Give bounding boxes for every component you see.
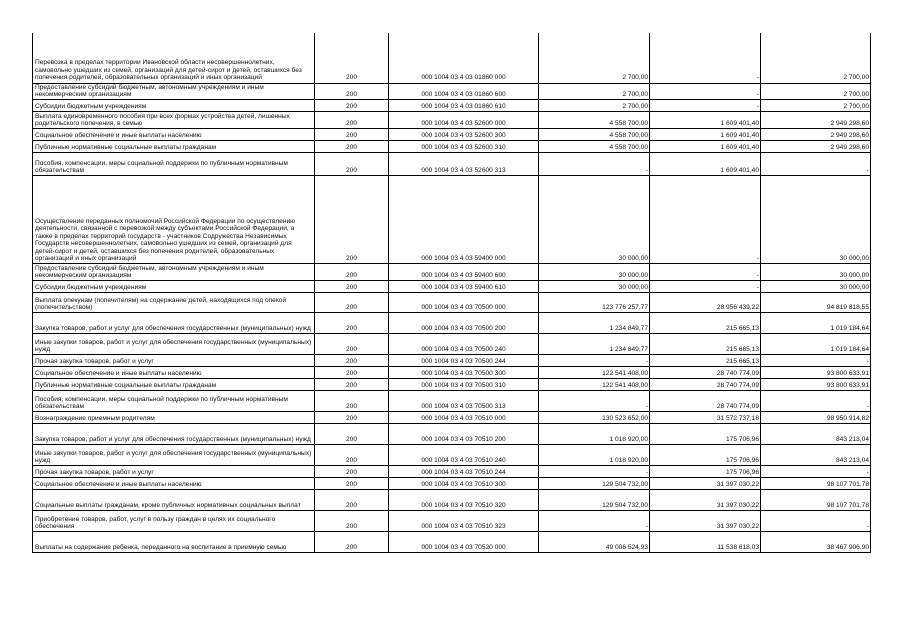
row-name: Закупка товаров, работ и услуг для обеспечения государственных (муниципальных) нужд [33, 424, 315, 445]
table-body [33, 33, 871, 553]
row-executed-amount: - [650, 83, 761, 100]
row-name: Предоставление субсидий бюджетным, автономным учреждениям и иным некоммерческим организациям [33, 83, 315, 100]
row-approved-amount: 1 018 920,00 [539, 445, 650, 466]
row-budget-code: 000 1004 03 4 03 59400 610 [389, 281, 539, 293]
row-approved-amount: 1 018 920,00 [539, 424, 650, 445]
row-executed-amount: 11 538 618,03 [650, 532, 761, 553]
row-line-code: 200 [315, 424, 389, 445]
row-approved-amount: 30 000,00 [539, 264, 650, 281]
row-name: Социальное обеспечение и иные выплаты населению [33, 367, 315, 379]
row-executed-amount: 1 609 401,40 [650, 129, 761, 141]
row-budget-code: 000 1004 03 4 03 70510 200 [389, 424, 539, 445]
row-unexecuted-amount: 843 213,04 [761, 424, 871, 445]
row-approved-amount: - [539, 153, 650, 176]
row-line-code: 200 [315, 141, 389, 153]
row-approved-amount: 4 558 700,00 [539, 141, 650, 153]
row-budget-code: 000 1004 03 4 03 70500 240 [389, 334, 539, 355]
row-budget-code: 000 1004 03 4 03 70510 320 [389, 490, 539, 511]
row-name: Социальное обеспечение и иные выплаты населению [33, 478, 315, 490]
row-name: Выплата единовременного пособия при всех формах устройства детей, лишенных родительского попечения, в семью [33, 112, 315, 129]
row-executed-amount: 175 706,96 [650, 466, 761, 478]
row-approved-amount: 49 006 524,93 [539, 532, 650, 553]
row-approved-amount: 4 558 700,00 [539, 129, 650, 141]
row-executed-amount: 175 706,96 [650, 424, 761, 445]
row-line-code: 200 [315, 334, 389, 355]
table-row [33, 391, 871, 412]
row-line-code: 200 [315, 83, 389, 100]
row-approved-amount: - [539, 511, 650, 532]
table-row [33, 313, 871, 334]
row-name: Приобретение товаров, работ, услуг в пользу граждан в целях их социального обеспечения [33, 511, 315, 532]
row-name: Выплата опекунам (попечителям) на содержание детей, находящихся под опекой (попечительством) [33, 293, 315, 313]
row-unexecuted-amount: - [761, 391, 871, 412]
table-row [33, 478, 871, 490]
row-line-code: 200 [315, 176, 389, 264]
row-executed-amount: 1 609 401,40 [650, 153, 761, 176]
table-row [33, 511, 871, 532]
row-unexecuted-amount: 2 700,00 [761, 33, 871, 83]
row-name: Закупка товаров, работ и услуг для обеспечения государственных (муниципальных) нужд [33, 313, 315, 334]
row-line-code: 200 [315, 445, 389, 466]
row-executed-amount: 31 397 030,22 [650, 490, 761, 511]
row-unexecuted-amount: 2 949 298,60 [761, 141, 871, 153]
row-line-code: 200 [315, 490, 389, 511]
row-name: Социальное обеспечение и иные выплаты населению [33, 129, 315, 141]
row-line-code: 200 [315, 100, 389, 112]
row-name: Пособия, компенсации, меры социальной поддержки по публичным нормативным обязательствам [33, 391, 315, 412]
table-row [33, 176, 871, 264]
row-unexecuted-amount: - [761, 466, 871, 478]
row-name: Осуществление переданных полномочий Российской Федерации по осуществлению деятельности, связанной с перевозкой между субъектами Российской Федерации, а также в пределах территорий государств - участников Содружества Независимых Государств несовершеннолетних, самовольно ушедших из семей, организаций для детей-сирот и детей, оставшихся без попечения родителей, образовательных организаций и иных организаций [33, 176, 315, 264]
row-budget-code: 000 1004 03 4 03 52600 000 [389, 112, 539, 129]
table-row [33, 83, 871, 100]
row-budget-code: 000 1004 03 4 03 70500 244 [389, 355, 539, 367]
row-line-code: 200 [315, 153, 389, 176]
table-row [33, 466, 871, 478]
table-row [33, 33, 871, 83]
row-executed-amount: - [650, 264, 761, 281]
row-line-code: 200 [315, 355, 389, 367]
row-name: Прочая закупка товаров, работ и услуг [33, 466, 315, 478]
row-line-code: 200 [315, 478, 389, 490]
row-name: Субсидии бюджетным учреждениям [33, 281, 315, 293]
table-row [33, 490, 871, 511]
row-name: Вознаграждение приемным родителям [33, 412, 315, 424]
row-budget-code: 000 1004 03 4 03 70520 000 [389, 532, 539, 553]
row-approved-amount: 130 523 652,00 [539, 412, 650, 424]
row-line-code: 200 [315, 391, 389, 412]
row-line-code: 200 [315, 379, 389, 391]
row-approved-amount: 123 776 257,77 [539, 293, 650, 313]
row-budget-code: 000 1004 03 4 03 70500 313 [389, 391, 539, 412]
row-line-code: 200 [315, 129, 389, 141]
row-approved-amount: 2 700,00 [539, 100, 650, 112]
row-approved-amount: 122 541 408,00 [539, 367, 650, 379]
row-unexecuted-amount: 30 000,00 [761, 264, 871, 281]
table-row [33, 100, 871, 112]
row-name: Перевозка в пределах территории Ивановской области несовершеннолетних, самовольно ушедших из семей, организаций для детей-сирот и детей, оставшихся без попечения родителей, образовательных организаций и иных организаций [33, 33, 315, 83]
row-executed-amount: 31 397 030,22 [650, 511, 761, 532]
row-line-code: 200 [315, 112, 389, 129]
row-approved-amount: 2 700,00 [539, 83, 650, 100]
row-name: Выплаты на содержание ребенка, переданного на воспитание в приемную семью [33, 532, 315, 553]
row-unexecuted-amount: 843 213,04 [761, 445, 871, 466]
row-budget-code: 000 1004 03 4 03 59400 000 [389, 176, 539, 264]
row-budget-code: 000 1004 03 4 03 01860 000 [389, 33, 539, 83]
row-approved-amount: 129 504 732,00 [539, 490, 650, 511]
row-budget-code: 000 1004 03 4 03 52600 300 [389, 129, 539, 141]
row-unexecuted-amount: 93 800 633,91 [761, 379, 871, 391]
row-executed-amount: 215 665,13 [650, 334, 761, 355]
row-executed-amount: 1 609 401,40 [650, 141, 761, 153]
row-name: Пособия, компенсации, меры социальной поддержки по публичным нормативным обязательствам [33, 153, 315, 176]
row-name: Предоставление субсидий бюджетным, автономным учреждениям и иным некоммерческим организациям [33, 264, 315, 281]
row-executed-amount: 215 665,13 [650, 355, 761, 367]
row-budget-code: 000 1004 03 4 03 70510 323 [389, 511, 539, 532]
row-name: Прочая закупка товаров, работ и услуг [33, 355, 315, 367]
row-line-code: 200 [315, 313, 389, 334]
row-executed-amount: - [650, 33, 761, 83]
table-row [33, 445, 871, 466]
row-unexecuted-amount: 30 000,00 [761, 176, 871, 264]
table-row [33, 367, 871, 379]
row-name: Публичные нормативные социальные выплаты гражданам [33, 379, 315, 391]
row-executed-amount: - [650, 176, 761, 264]
row-budget-code: 000 1004 03 4 03 01860 600 [389, 83, 539, 100]
row-budget-code: 000 1004 03 4 03 52600 313 [389, 153, 539, 176]
row-unexecuted-amount: 1 019 184,64 [761, 313, 871, 334]
row-unexecuted-amount: 30 000,00 [761, 281, 871, 293]
table-row [33, 412, 871, 424]
row-executed-amount: 175 706,96 [650, 445, 761, 466]
table-row [33, 264, 871, 281]
row-line-code: 200 [315, 264, 389, 281]
row-executed-amount: - [650, 100, 761, 112]
row-unexecuted-amount: 94 819 818,55 [761, 293, 871, 313]
row-budget-code: 000 1004 03 4 03 70500 310 [389, 379, 539, 391]
row-name: Иные закупки товаров, работ и услуг для обеспечения государственных (муниципальных) нужд [33, 334, 315, 355]
row-executed-amount: 31 572 737,18 [650, 412, 761, 424]
row-executed-amount: 28 740 774,09 [650, 379, 761, 391]
row-budget-code: 000 1004 03 4 03 70500 200 [389, 313, 539, 334]
row-line-code: 200 [315, 281, 389, 293]
table-row [33, 355, 871, 367]
table-row [33, 334, 871, 355]
row-approved-amount: 1 234 849,77 [539, 334, 650, 355]
row-budget-code: 000 1004 03 4 03 70500 000 [389, 293, 539, 313]
row-executed-amount: - [650, 281, 761, 293]
row-unexecuted-amount: 2 949 298,60 [761, 112, 871, 129]
table-row [33, 129, 871, 141]
row-line-code: 200 [315, 412, 389, 424]
row-budget-code: 000 1004 03 4 03 70510 000 [389, 412, 539, 424]
row-budget-code: 000 1004 03 4 03 01860 610 [389, 100, 539, 112]
row-unexecuted-amount: 2 700,00 [761, 83, 871, 100]
row-line-code: 200 [315, 33, 389, 83]
row-line-code: 200 [315, 293, 389, 313]
row-name: Публичные нормативные социальные выплаты гражданам [33, 141, 315, 153]
budget-execution-table [32, 33, 871, 553]
row-approved-amount: 129 504 732,00 [539, 478, 650, 490]
row-unexecuted-amount: 98 950 914,82 [761, 412, 871, 424]
row-unexecuted-amount: - [761, 355, 871, 367]
row-approved-amount: 1 234 849,77 [539, 313, 650, 334]
row-executed-amount: 28 740 774,09 [650, 391, 761, 412]
row-name: Иные закупки товаров, работ и услуг для обеспечения государственных (муниципальных) нужд [33, 445, 315, 466]
row-budget-code: 000 1004 03 4 03 70510 300 [389, 478, 539, 490]
row-budget-code: 000 1004 03 4 03 70510 244 [389, 466, 539, 478]
row-budget-code: 000 1004 03 4 03 52600 310 [389, 141, 539, 153]
row-approved-amount: 4 558 700,00 [539, 112, 650, 129]
table-row [33, 424, 871, 445]
row-executed-amount: 31 397 030,22 [650, 478, 761, 490]
row-line-code: 200 [315, 532, 389, 553]
row-unexecuted-amount: 1 019 184,64 [761, 334, 871, 355]
table-row [33, 141, 871, 153]
row-unexecuted-amount: 98 107 701,78 [761, 490, 871, 511]
row-unexecuted-amount: - [761, 153, 871, 176]
row-executed-amount: 215 665,13 [650, 313, 761, 334]
row-name: Социальные выплаты гражданам, кроме публичных нормативных социальных выплат [33, 490, 315, 511]
table-row [33, 112, 871, 129]
table-row [33, 153, 871, 176]
row-name: Субсидии бюджетным учреждениям [33, 100, 315, 112]
row-unexecuted-amount: 2 949 298,60 [761, 129, 871, 141]
row-unexecuted-amount: 38 467 906,90 [761, 532, 871, 553]
row-unexecuted-amount: 93 800 633,91 [761, 367, 871, 379]
table-row [33, 532, 871, 553]
row-approved-amount: - [539, 355, 650, 367]
table-row [33, 293, 871, 313]
row-approved-amount: 2 700,00 [539, 33, 650, 83]
row-approved-amount: - [539, 466, 650, 478]
row-budget-code: 000 1004 03 4 03 70500 300 [389, 367, 539, 379]
row-unexecuted-amount: 2 700,00 [761, 100, 871, 112]
row-unexecuted-amount: 98 107 701,78 [761, 478, 871, 490]
row-executed-amount: 28 956 439,22 [650, 293, 761, 313]
row-budget-code: 000 1004 03 4 03 59400 600 [389, 264, 539, 281]
table-row [33, 281, 871, 293]
row-approved-amount: 30 000,00 [539, 176, 650, 264]
row-line-code: 200 [315, 511, 389, 532]
row-approved-amount: - [539, 391, 650, 412]
row-approved-amount: 122 541 408,00 [539, 379, 650, 391]
row-line-code: 200 [315, 466, 389, 478]
table-row [33, 379, 871, 391]
row-budget-code: 000 1004 03 4 03 70510 240 [389, 445, 539, 466]
row-executed-amount: 28 740 774,09 [650, 367, 761, 379]
row-approved-amount: 30 000,00 [539, 281, 650, 293]
row-line-code: 200 [315, 367, 389, 379]
row-executed-amount: 1 609 401,40 [650, 112, 761, 129]
row-unexecuted-amount: - [761, 511, 871, 532]
